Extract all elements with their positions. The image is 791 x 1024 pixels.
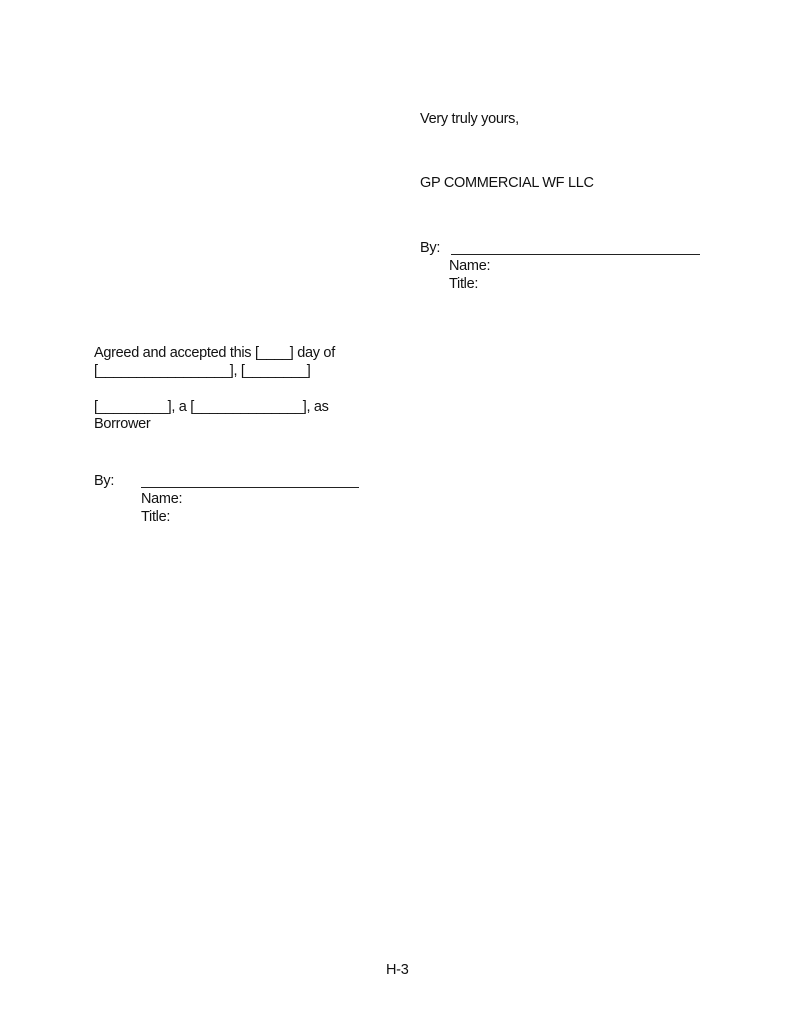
borrower-by-label: By: <box>94 473 115 489</box>
borrower-line-2: Borrower <box>94 416 151 432</box>
borrower-name-label: Name: <box>141 491 183 507</box>
lender-title-label: Title: <box>449 276 479 292</box>
lender-name-label: Name: <box>449 258 491 274</box>
lender-company-name: GP COMMERCIAL WF LLC <box>420 175 594 191</box>
acceptance-line-1: Agreed and accepted this [____] day of <box>94 345 335 361</box>
borrower-signature-line <box>141 487 359 488</box>
lender-by-label: By: <box>420 240 441 256</box>
acceptance-line-2: [_________________], [________] <box>94 363 311 379</box>
page-number: H-3 <box>386 962 409 978</box>
borrower-line-1: [_________], a [______________], as <box>94 399 329 415</box>
borrower-title-label: Title: <box>141 509 171 525</box>
closing-salutation: Very truly yours, <box>420 111 519 127</box>
lender-signature-line <box>451 254 700 255</box>
